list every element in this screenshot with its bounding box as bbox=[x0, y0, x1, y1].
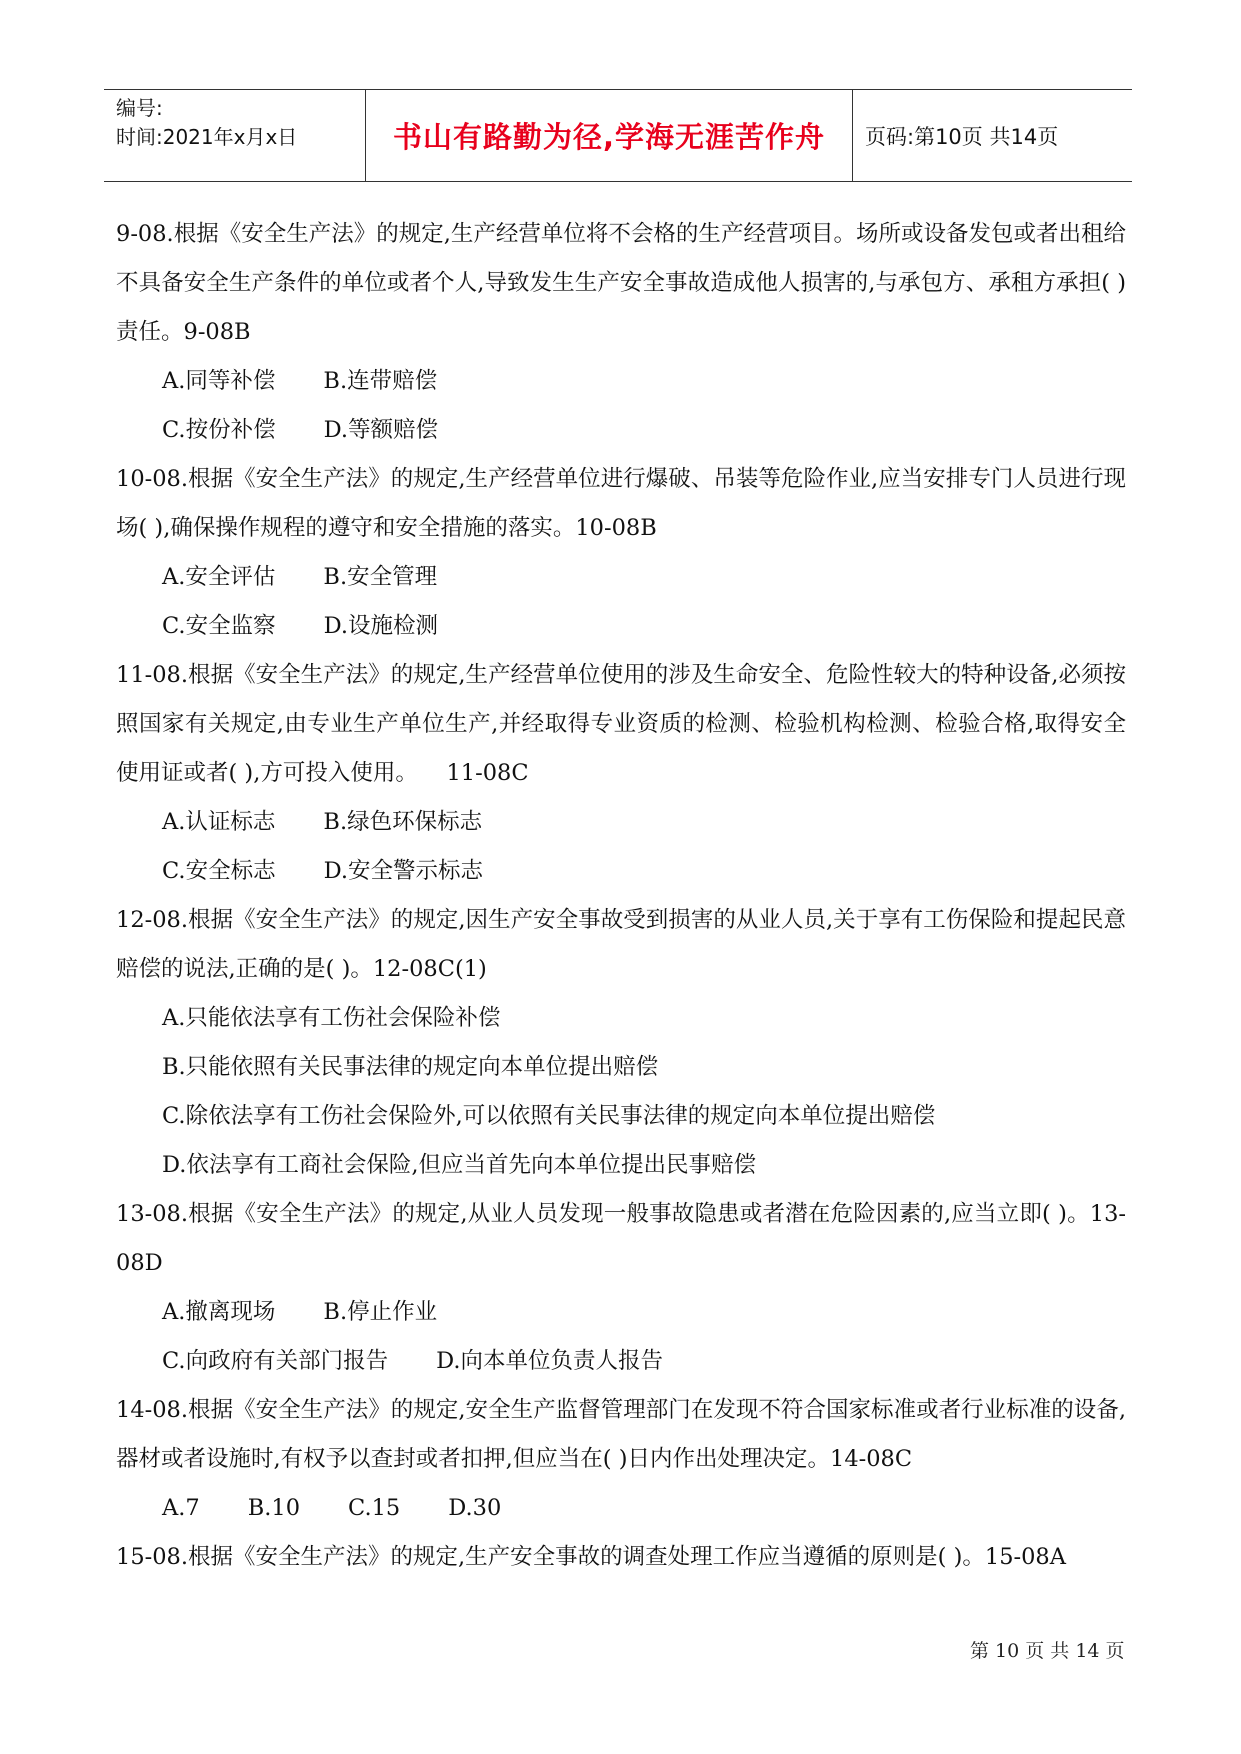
question-text: 10-08.根据《安全生产法》的规定,生产经营单位进行爆破、吊装等危险作业,应当安排专门人员进行现场( ),确保操作规程的遵守和安全措施的落实。10-08B bbox=[116, 466, 1126, 541]
option-row bbox=[116, 798, 1126, 847]
answer-option: B.安全管理 bbox=[323, 564, 438, 590]
question-block bbox=[116, 1386, 1126, 1533]
answer-option: A.只能依法享有工伤社会保险补偿 bbox=[162, 1005, 501, 1031]
option-row bbox=[116, 847, 1126, 896]
header-motto: 书山有路勤为径,学海无涯苦作舟 bbox=[366, 90, 853, 181]
answer-option: A.7 bbox=[162, 1495, 200, 1521]
question-text: 13-08.根据《安全生产法》的规定,从业人员发现一般事故隐患或者潜在危险因素的,应当立即( )。13-08D bbox=[116, 1201, 1126, 1276]
option-row bbox=[116, 1337, 1126, 1386]
question-block bbox=[116, 210, 1126, 455]
answer-option: D.依法享有工商社会保险,但应当首先向本单位提出民事赔偿 bbox=[162, 1152, 757, 1178]
option-row bbox=[116, 1484, 1126, 1533]
option-row bbox=[116, 1288, 1126, 1337]
page-footer: 第 10 页 共 14 页 bbox=[970, 1640, 1125, 1662]
answer-option: A.安全评估 bbox=[162, 564, 276, 590]
doc-number-label: 编号: bbox=[116, 96, 163, 120]
option-row bbox=[116, 357, 1126, 406]
answer-option: D.向本单位负责人报告 bbox=[436, 1348, 663, 1374]
answer-option: A.同等补偿 bbox=[162, 368, 276, 394]
page-header bbox=[104, 89, 1132, 182]
answer-option: C.按份补偿 bbox=[162, 417, 276, 443]
header-page-info: 页码:第10页 共14页 bbox=[865, 124, 1059, 149]
answer-option: C.向政府有关部门报告 bbox=[162, 1348, 389, 1374]
answer-option: A.认证标志 bbox=[162, 809, 276, 835]
question-text: 11-08.根据《安全生产法》的规定,生产经营单位使用的涉及生命安全、危险性较大的特种设备,必须按照国家有关规定,由专业生产单位生产,并经取得专业资质的检测、检验机构检测、检验合格,取得安全使用证或者( ),方可投入使用。 11-08C bbox=[116, 662, 1126, 786]
question-block bbox=[116, 896, 1126, 1190]
question-block bbox=[116, 1533, 1126, 1582]
option-row bbox=[116, 994, 1126, 1043]
question-text: 15-08.根据《安全生产法》的规定,生产安全事故的调查处理工作应当遵循的原则是( )。15-08A bbox=[116, 1544, 1066, 1570]
answer-option: D.30 bbox=[448, 1495, 502, 1521]
answer-option: D.等额赔偿 bbox=[323, 417, 438, 443]
header-meta bbox=[104, 90, 366, 181]
option-row bbox=[116, 1092, 1126, 1141]
answer-option: C.安全标志 bbox=[162, 858, 276, 884]
option-row bbox=[116, 602, 1126, 651]
option-row bbox=[116, 1141, 1126, 1190]
answer-option: C.安全监察 bbox=[162, 613, 276, 639]
question-text: 12-08.根据《安全生产法》的规定,因生产安全事故受到损害的从业人员,关于享有工伤保险和提起民意赔偿的说法,正确的是( )。12-08C(1) bbox=[116, 907, 1126, 982]
answer-option: B.连带赔偿 bbox=[323, 368, 438, 394]
answer-option: B.停止作业 bbox=[323, 1299, 438, 1325]
option-row bbox=[116, 1043, 1126, 1092]
doc-time-label: 时间:2021年x月x日 bbox=[116, 125, 298, 149]
question-list bbox=[116, 210, 1126, 1582]
answer-option: B.10 bbox=[247, 1495, 301, 1521]
option-row bbox=[116, 406, 1126, 455]
answer-option: C.除依法享有工伤社会保险外,可以依照有关民事法律的规定向本单位提出赔偿 bbox=[162, 1103, 936, 1129]
question-text: 9-08.根据《安全生产法》的规定,生产经营单位将不会格的生产经营项目。场所或设备发包或者出租给不具备安全生产条件的单位或者个人,导致发生生产安全事故造成他人损害的,与承包方、承租方承担( )责任。9-08B bbox=[116, 221, 1126, 345]
answer-option: B.绿色环保标志 bbox=[323, 809, 483, 835]
answer-option: B.只能依照有关民事法律的规定向本单位提出赔偿 bbox=[162, 1054, 659, 1080]
answer-option: D.设施检测 bbox=[323, 613, 438, 639]
answer-option: A.撤离现场 bbox=[162, 1299, 276, 1325]
answer-option: D.安全警示标志 bbox=[323, 858, 483, 884]
option-row bbox=[116, 553, 1126, 602]
question-block bbox=[116, 651, 1126, 896]
question-text: 14-08.根据《安全生产法》的规定,安全生产监督管理部门在发现不符合国家标准或者行业标准的设备,器材或者设施时,有权予以查封或者扣押,但应当在( )日内作出处理决定。14-08C bbox=[116, 1397, 1126, 1472]
question-block bbox=[116, 455, 1126, 651]
answer-option: C.15 bbox=[348, 1495, 401, 1521]
question-block bbox=[116, 1190, 1126, 1386]
